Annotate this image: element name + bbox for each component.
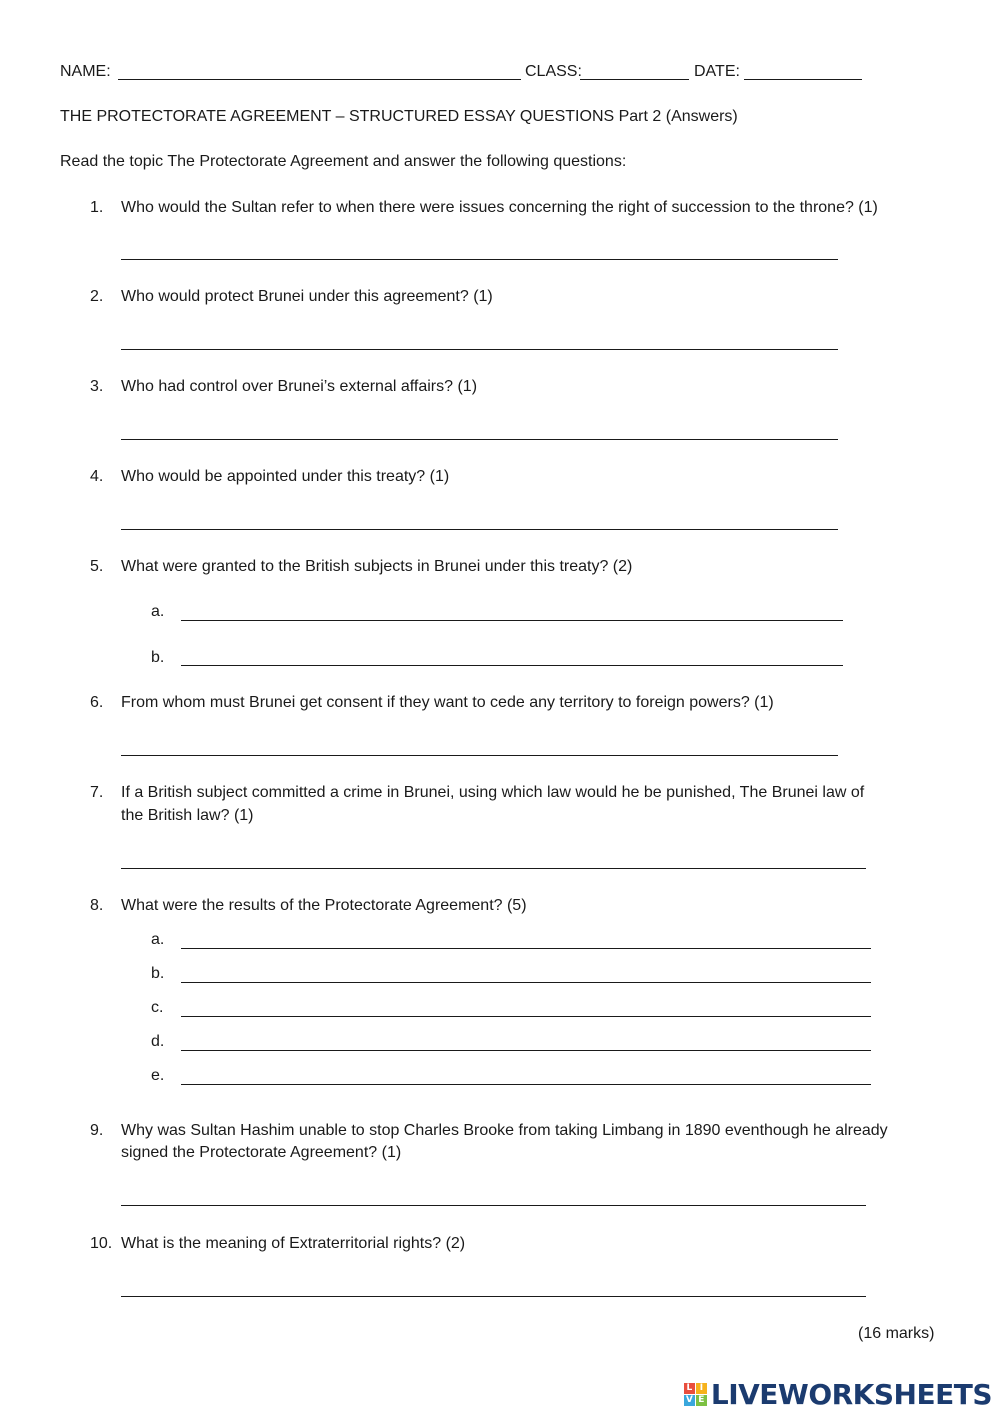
answer-line[interactable]	[181, 1050, 871, 1051]
question-text: Who would be appointed under this treaty? (1)	[121, 468, 450, 485]
question-number: 7.	[90, 784, 104, 801]
answer-line[interactable]	[181, 948, 871, 949]
question-number: 1.	[90, 199, 104, 216]
answer-line[interactable]	[121, 439, 838, 440]
total-marks: (16 marks)	[858, 1325, 935, 1342]
answer-line[interactable]	[181, 1016, 871, 1017]
sub-item-label: c.	[151, 999, 164, 1016]
logo-letter: E	[696, 1395, 707, 1406]
question-text-line1: Why was Sultan Hashim unable to stop Charles Brooke from taking Limbang in 1890 eventhough he already	[121, 1122, 888, 1139]
question-number: 8.	[90, 897, 104, 914]
answer-line[interactable]	[181, 982, 871, 983]
name-answer-line[interactable]	[118, 79, 521, 80]
question-number: 4.	[90, 468, 104, 485]
question-text-line2: the British law? (1)	[121, 807, 254, 824]
question-text-line1: If a British subject committed a crime in Brunei, using which law would he be punished, The Brunei law of	[121, 784, 865, 801]
liveworksheets-logo	[684, 1376, 992, 1412]
logo-grid-icon	[684, 1383, 707, 1406]
sub-item-label: a.	[151, 931, 165, 948]
sub-item-label: d.	[151, 1033, 165, 1050]
answer-line[interactable]	[181, 665, 843, 666]
sub-item-label: e.	[151, 1067, 165, 1084]
question-text: What were the results of the Protectorate Agreement? (5)	[121, 897, 527, 914]
answer-line[interactable]	[181, 620, 843, 621]
answer-line[interactable]	[121, 755, 838, 756]
question-text: What is the meaning of Extraterritorial rights? (2)	[121, 1235, 466, 1252]
logo-letter: L	[684, 1383, 695, 1394]
logo-letter: I	[696, 1383, 707, 1394]
sub-item-label: b.	[151, 965, 165, 982]
answer-line[interactable]	[121, 349, 838, 350]
sub-item-label: a.	[151, 603, 165, 620]
answer-line[interactable]	[121, 529, 838, 530]
question-text: From whom must Brunei get consent if they want to cede any territory to foreign powers? (1)	[121, 694, 774, 711]
worksheet-title: THE PROTECTORATE AGREEMENT – STRUCTURED ESSAY QUESTIONS Part 2 (Answers)	[60, 108, 738, 125]
instructions: Read the topic The Protectorate Agreement and answer the following questions:	[60, 153, 627, 170]
question-number: 6.	[90, 694, 104, 711]
logo-letter: V	[684, 1395, 695, 1406]
date-label: DATE:	[694, 63, 740, 80]
sub-item-label: b.	[151, 649, 165, 666]
question-number: 5.	[90, 558, 104, 575]
date-answer-line[interactable]	[744, 79, 862, 80]
answer-line[interactable]	[121, 1296, 866, 1297]
answer-line[interactable]	[121, 1205, 866, 1206]
logo-text: LIVEWORKSHEETS	[710, 1377, 992, 1411]
class-answer-line[interactable]	[580, 79, 689, 80]
name-label: NAME:	[60, 63, 111, 80]
class-label: CLASS:	[525, 63, 582, 80]
answer-line[interactable]	[181, 1084, 871, 1085]
question-text-line2: signed the Protectorate Agreement? (1)	[121, 1144, 402, 1161]
answer-line[interactable]	[121, 259, 838, 260]
question-number: 3.	[90, 378, 104, 395]
question-number: 2.	[90, 288, 104, 305]
question-text: What were granted to the British subjects in Brunei under this treaty? (2)	[121, 558, 633, 575]
question-text: Who had control over Brunei’s external affairs? (1)	[121, 378, 478, 395]
question-text: Who would protect Brunei under this agreement? (1)	[121, 288, 493, 305]
question-number: 9.	[90, 1122, 104, 1139]
question-text: Who would the Sultan refer to when there were issues concerning the right of succession to the throne? (1)	[121, 199, 878, 216]
question-number: 10.	[90, 1235, 113, 1252]
answer-line[interactable]	[121, 868, 866, 869]
